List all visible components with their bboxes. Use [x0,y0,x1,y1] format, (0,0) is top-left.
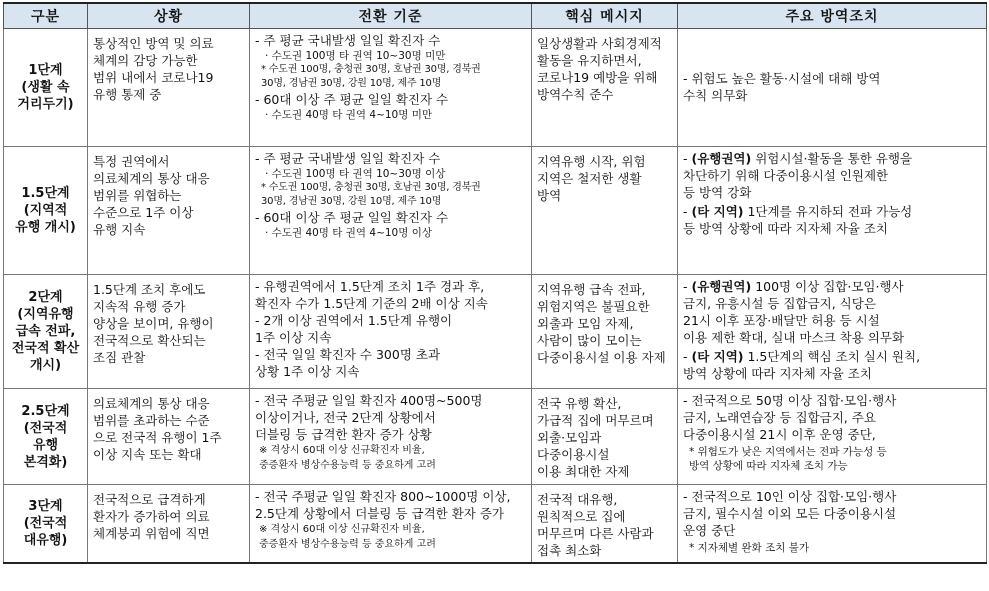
measure-item: - 전국적으로 50명 이상 집합·모임·행사 금지, 노래연습장 등 집합금지, 주요 다중이용시설 21시 이후 운영 중단, [683,393,897,442]
message-cell: 전국적 대유행, 원칙적으로 집에 머무르며 다른 사람과 접촉 최소화 [532,485,678,564]
criteria-cell [250,389,532,485]
measure-item: - 전국적으로 10인 이상 집합·모임·행사 금지, 필수시설 이외 모든 다중이용시설 운영 중단 [683,489,897,538]
criteria-item: · 수도권 100명 타 권역 10~30명 이상 [265,168,446,180]
criteria-item: - 주 평균 국내발생 일일 확진자 수 [255,33,441,48]
measure-item: - 위험도 높은 활동·시설에 대해 방역 수칙 의무화 [683,70,881,103]
header-stage: 구분 [4,3,88,29]
situation-cell: 통상적인 방역 및 의료 체계의 감당 가능한 범위 내에서 코로나19 유행 통제 중 [88,29,250,147]
criteria-item: · 수도권 40명 타 권역 4~10명 이상 [265,227,432,239]
table-row [4,147,987,275]
situation-cell: 전국적으로 급격하게 환자가 증가하여 의료 체계붕괴 위험에 직면 [88,485,250,564]
measures-cell [678,389,987,485]
measure-item: - (유행권역) 100명 이상 집합·모임·행사 금지, 유흥시설 등 집합금지, 식당은 21시 이후 포장·배달만 허용 등 시설 이용 제한 확대, 실내 마스크 착용 의무화 [683,279,905,345]
table-row [4,29,987,147]
measures-cell [678,29,987,147]
criteria-item: - 유행권역에서 1.5단계 조치 1주 경과 후, 확진자 수가 1.5단계 기준의 2배 이상 지속 [255,279,488,311]
region-label: (유행권역) [691,279,752,294]
region-label: (유행권역) [691,151,752,166]
stage-cell: 2.5단계 (전국적 유행 본격화) [4,389,88,485]
criteria-item: - 전국 주평균 일일 확진자 400명~500명 이상이거나, 전국 2단계 상황에서 더블링 등 급격한 환자 증가 상황 [255,393,483,442]
message-cell: 지역유행 급속 전파, 위험지역은 불필요한 외출과 모임 자제, 사람이 많이 모이는 다중이용시설 이용 자제 [532,275,678,389]
situation-cell: 의료체계의 통상 대응 범위를 초과하는 수준 으로 전국적 유행이 1주 이상 지속 또는 확대 [88,389,250,485]
region-label: (타 지역) [691,204,744,219]
criteria-item: * 수도권 100명, 충청권 30명, 호남권 30명, 경북권 30명, 경남권 30명, 강원 10명, 제주 10명 [261,64,481,89]
message-cell: 지역유행 시작, 위험 지역은 철저한 생활 방역 [532,147,678,275]
measure-item: * 지자체별 완화 조치 불가 [689,542,810,554]
social-distancing-table [3,2,987,564]
measures-cell [678,485,987,564]
criteria-item: · 수도권 100명 타 권역 10~30명 미만 [265,50,446,62]
criteria-item: - 60대 이상 주 평균 일일 확진자 수 [255,210,449,225]
criteria-item: · 수도권 40명 타 권역 4~10명 미만 [265,109,432,121]
criteria-item: - 전국 주평균 일일 확진자 800~1000명 이상, 2.5단계 상황에서 더블링 등 급격한 환자 증가 [255,489,511,521]
criteria-item: - 주 평균 국내발생 일일 확진자 수 [255,151,441,166]
criteria-item: - 60대 이상 주 평균 일일 확진자 수 [255,92,449,107]
message-cell: 전국 유행 확산, 가급적 집에 머무르며 외출·모임과 다중이용시설 이용 최대한 자제 [532,389,678,485]
criteria-item: * 수도권 100명, 충청권 30명, 호남권 30명, 경북권 30명, 경남권 30명, 강원 10명, 제주 10명 [261,182,481,207]
criteria-item: ※ 격상시 60대 이상 신규확진자 비율, 중증환자 병상수용능력 등 중요하게 고려 [259,445,436,471]
header-situation: 상황 [88,3,250,29]
criteria-item: - 2개 이상 권역에서 1.5단계 유행이 1주 이상 지속 [255,313,453,345]
table-row [4,275,987,389]
criteria-cell [250,147,532,275]
header-row [4,3,987,29]
header-criteria: 전환 기준 [250,3,532,29]
stage-cell: 1단계 (생활 속 거리두기) [4,29,88,147]
message-cell: 일상생활과 사회경제적 활동을 유지하면서, 코로나19 예방을 위해 방역수칙 준수 [532,29,678,147]
criteria-item: ※ 격상시 60대 이상 신규확진자 비율, 중증환자 병상수용능력 등 중요하게 고려 [259,524,436,550]
criteria-cell [250,275,532,389]
criteria-cell [250,485,532,564]
region-label: (타 지역) [691,349,744,364]
header-measures: 주요 방역조치 [678,3,987,29]
table-row [4,389,987,485]
measure-item: - (유행권역) 위험시설·활동을 통한 유행을 차단하기 위해 다중이용시설 인원제한 등 방역 강화 [683,151,913,200]
table-row [4,485,987,564]
stage-cell: 3단계 (전국적 대유행) [4,485,88,564]
criteria-item: - 전국 일일 확진자 수 300명 초과 상황 1주 이상 지속 [255,347,441,379]
header-message: 핵심 메시지 [532,3,678,29]
situation-cell: 특정 권역에서 의료체계의 통상 대응 범위를 위협하는 수준으로 1주 이상 유행 지속 [88,147,250,275]
measure-item: - (타 지역) 1단계를 유지하되 전파 가능성 등 방역 상황에 따라 지자체 자율 조치 [683,204,913,236]
measure-item: - (타 지역) 1.5단계의 핵심 조치 실시 원칙, 방역 상황에 따라 지자체 자율 조치 [683,349,921,381]
stage-cell: 1.5단계 (지역적 유행 개시) [4,147,88,275]
criteria-cell [250,29,532,147]
measure-item: * 위험도가 낮은 지역에서는 전파 가능성 등 방역 상황에 따라 지자체 조치 가능 [689,446,887,472]
measures-cell [678,147,987,275]
measures-cell [678,275,987,389]
situation-cell: 1.5단계 조치 후에도 지속적 유행 증가 양상을 보이며, 유행이 전국적으로 확산되는 조짐 관찰 [88,275,250,389]
stage-cell: 2단계 (지역유행 급속 전파, 전국적 확산 개시) [4,275,88,389]
